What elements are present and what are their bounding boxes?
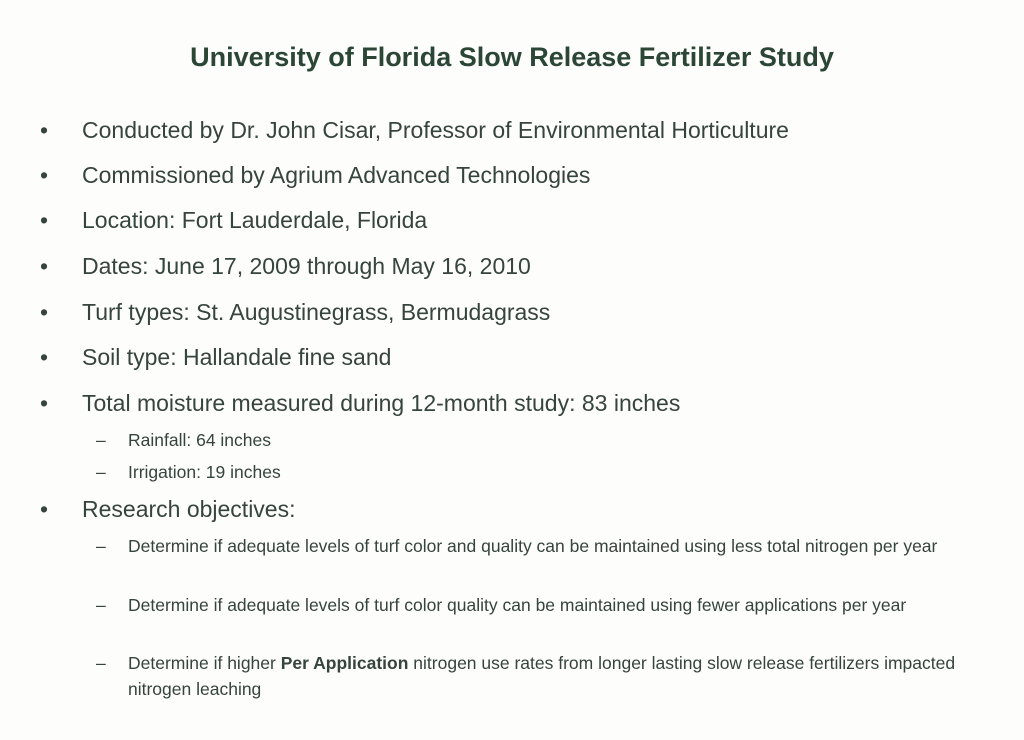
bullet-icon: • xyxy=(40,207,49,233)
bullet-text: Soil type: Hallandale fine sand xyxy=(82,344,392,370)
bullet-text: Location: Fort Lauderdale, Florida xyxy=(82,207,428,233)
bullet-icon: • xyxy=(40,390,49,416)
objective-text: Determine if adequate levels of turf color and quality can be maintained using less total nitrogen per year xyxy=(128,536,938,556)
sub-text: Rainfall: 64 inches xyxy=(128,430,271,450)
bullet-text: Dates: June 17, 2009 through May 16, 2010 xyxy=(82,253,531,279)
bullet-icon: • xyxy=(40,496,49,522)
dash-icon: – xyxy=(96,595,106,615)
objective-text-pre: Determine if higher xyxy=(128,653,281,673)
bullet-icon: • xyxy=(40,117,49,143)
objective-item xyxy=(96,533,976,559)
bullet-text: Total moisture measured during 12-month study: 83 inches xyxy=(82,390,681,416)
bullet-icon: • xyxy=(40,344,49,370)
slide-title: University of Florida Slow Release Fertilizer Study xyxy=(190,42,834,72)
sub-text: Irrigation: 19 inches xyxy=(128,462,281,482)
dash-icon: – xyxy=(96,653,106,673)
objective-item xyxy=(96,650,976,702)
sub-item xyxy=(96,459,976,485)
bullet-icon: • xyxy=(40,253,49,279)
objective-text: Determine if adequate levels of turf color quality can be maintained using fewer applications per year xyxy=(128,595,907,615)
bullet-text: Commissioned by Agrium Advanced Technologies xyxy=(82,162,591,188)
bullet-text: Research objectives: xyxy=(82,496,296,522)
objective-text-post: nitrogen use rates from longer lasting slow release fertilizers impacted nitrogen leaching xyxy=(128,653,956,699)
bullet-text: Conducted by Dr. John Cisar, Professor of Environmental Horticulture xyxy=(82,117,789,143)
dash-icon: – xyxy=(96,462,106,482)
sub-item xyxy=(96,427,976,453)
bullet-text: Turf types: St. Augustinegrass, Bermudagrass xyxy=(82,299,551,325)
objective-text-bold: Per Application xyxy=(280,653,409,673)
objective-text xyxy=(128,650,976,702)
dash-icon: – xyxy=(96,536,106,556)
dash-icon: – xyxy=(96,430,106,450)
bullet-icon: • xyxy=(40,299,49,325)
bullet-icon: • xyxy=(40,162,49,188)
objective-item xyxy=(96,592,976,618)
